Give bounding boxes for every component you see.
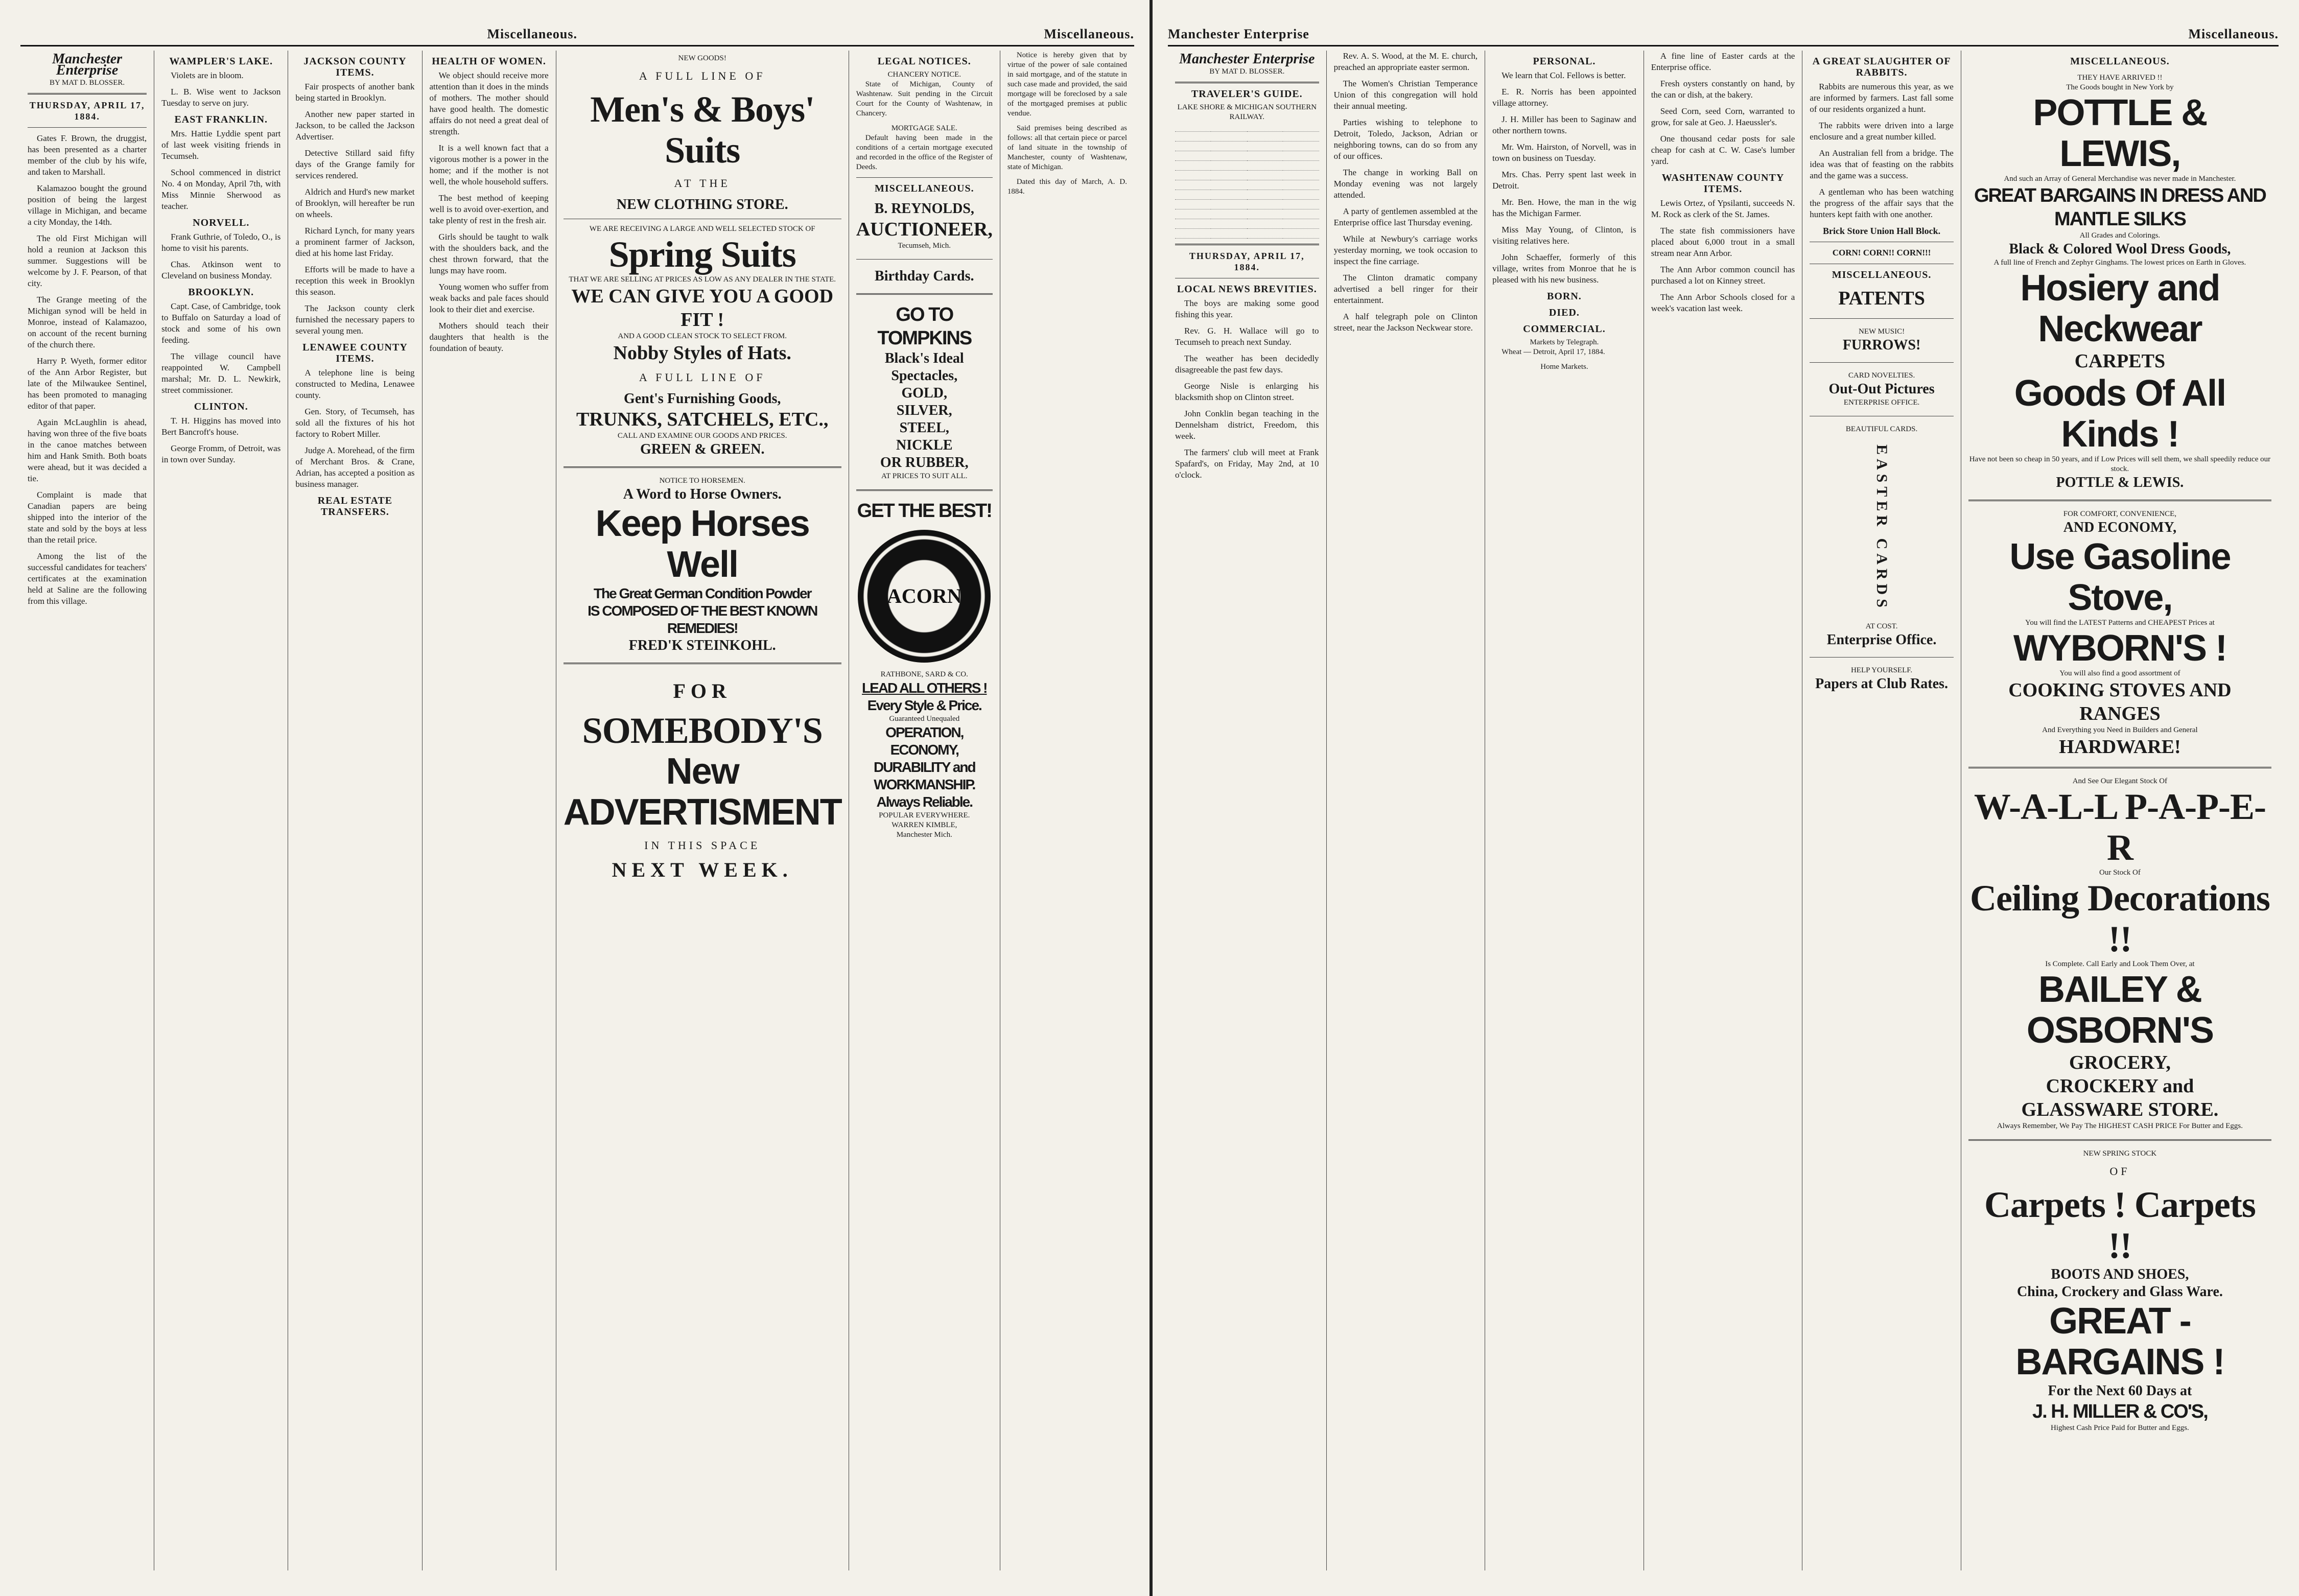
ad-line: GLASSWARE STORE.: [2021, 1099, 2219, 1120]
right-columns: [1168, 51, 2279, 1570]
news-paragraph: A telephone line is being constructed to Medina, Lenawee county.: [295, 368, 415, 400]
section-heading: A GREAT SLAUGHTER OF RABBITS.: [1812, 56, 1951, 78]
ad-line: You will find the LATEST Patterns and CHEAPEST Prices at: [2025, 619, 2215, 627]
section-heading: LOCAL NEWS BREVITIES.: [1177, 284, 1317, 295]
ad-headline: Use Gasoline Stove,: [2009, 536, 2231, 618]
ad-line: AT THE: [674, 177, 731, 190]
news-paragraph: Another new paper started in Jackson, to be called the Jackson Advertiser.: [295, 109, 415, 142]
auctioneer-ad: [856, 197, 993, 254]
news-paragraph: The Grange meeting of the Michigan synod will be held in Monroe, instead of Kalamazoo, on account of the recent burning of the church there.: [28, 295, 147, 349]
section-heading: COMMERCIAL.: [1523, 323, 1606, 335]
ad-line: AT COST.: [1865, 622, 1898, 630]
section-heading: REAL ESTATE TRANSFERS.: [317, 495, 393, 518]
ad-line: CORN! CORN!! CORN!!!: [1832, 248, 1931, 257]
ad-kicker: NEW SPRING STOCK: [2083, 1149, 2157, 1158]
ad-line: And such an Array of General Merchandise was never made in Manchester.: [2004, 175, 2236, 183]
ad-line: NICKLE: [896, 437, 953, 453]
ad-headline: EASTER CARDS: [1873, 444, 1891, 612]
left-column-4: [423, 51, 556, 1570]
ad-headline: FURROWS!: [1842, 337, 1921, 353]
ad-headline: GO TO TOMPKINS: [877, 304, 972, 349]
ad-line: Manchester Mich.: [896, 831, 952, 839]
news-paragraph: Seed Corn, seed Corn, warranted to grow, for sale at Geo. J. Haeussler's.: [1651, 106, 1795, 127]
news-paragraph: Chas. Atkinson went to Cleveland on business Monday.: [161, 260, 281, 280]
timetable: [1175, 122, 1319, 239]
news-paragraph: We object should receive more attention than it does in the minds of mothers. The mother should have good health. The domestic affairs do not need a great deal of strength.: [429, 71, 549, 136]
ad-headline: Keep Horses Well: [595, 503, 809, 585]
legal-text: State of Michigan, County of Washtenaw. Suit pending in the Circuit Court for the County of Washtenaw, in Chancery.: [856, 80, 993, 118]
ad-headline: PATENTS: [1838, 288, 1925, 309]
left-column-1: [20, 51, 154, 1570]
stove-ad: [856, 496, 993, 843]
news-paragraph: While at Newbury's carriage works yesterday morning, we took occasion to inspect the fine carriage.: [1333, 234, 1478, 266]
section-heading: JACKSON COUNTY ITEMS.: [303, 56, 407, 78]
news-paragraph: L. B. Wise went to Jackson Tuesday to serve on jury.: [161, 87, 281, 108]
ad-headline: Men's & Boys' Suits: [590, 89, 815, 171]
ad-line: WORKMANSHIP.: [874, 777, 975, 792]
right-column-6: [1961, 51, 2279, 1570]
news-paragraph: A fine line of Easter cards at the Enterprise office.: [1651, 51, 1795, 72]
news-paragraph: Kalamazoo bought the ground position of being the largest village in Michigan, and became a city Monday, the 14th.: [28, 183, 147, 227]
ad-line: For the Next 60 Days at: [2048, 1383, 2192, 1399]
section-heading: TRAVELER'S GUIDE.: [1191, 88, 1303, 100]
section-heading: LENAWEE COUNTY ITEMS.: [302, 342, 408, 364]
seal-ring-text: RATHBONE, SARD & CO.: [880, 670, 968, 678]
ad-firm: J. H. MILLER & CO'S,: [2032, 1401, 2208, 1422]
ad-headline: AUCTIONEER,: [856, 219, 993, 240]
left-column-2: [154, 51, 288, 1570]
news-paragraph: The Women's Christian Temperance Union of this congregation will hold their annual meeting.: [1333, 79, 1478, 111]
news-paragraph: Complaint is made that Canadian papers are being shipped into the interior of the state and sold by the boys at less than the retail price.: [28, 490, 147, 545]
right-column-4: [1644, 51, 1803, 1570]
notice-title: CHANCERY NOTICE.: [887, 71, 961, 79]
ad-headline: COOKING STOVES AND RANGES: [2008, 679, 2232, 724]
ad-line: ENTERPRISE OFFICE.: [1843, 398, 1920, 407]
ad-firm: Enterprise Office.: [1826, 631, 1937, 648]
ad-line: GROCERY,: [2069, 1052, 2171, 1073]
paper-title: Manchester Enterprise: [1179, 51, 1315, 67]
section-heading: PERSONAL.: [1533, 56, 1596, 67]
left-column-6: [849, 51, 1000, 1570]
publisher: BY MAT D. BLOSSER.: [50, 79, 125, 87]
dateline: THURSDAY, APRIL 17, 1884.: [29, 100, 145, 122]
ad-firm: FRED'K STEINKOHL.: [628, 638, 776, 653]
ad-headline: Carpets ! Carpets !!: [1984, 1184, 2256, 1266]
news-paragraph: The weather has been decidedly disagreeable the past few days.: [1175, 354, 1319, 374]
ad-store-name: NEW CLOTHING STORE.: [616, 197, 788, 213]
news-paragraph: Lewis Ortez, of Ypsilanti, succeeds N. M. Rock as clerk of the St. James.: [1651, 198, 1795, 219]
news-paragraph: Again McLaughlin is ahead, having won three of the five boats in the canoe matches between him and Hank Smith. Both boats were ahead, but it was decided a tie.: [28, 417, 147, 483]
ad-headline: Goods Of All Kinds !: [2014, 373, 2226, 455]
ad-line: FOR: [673, 679, 732, 702]
clothing-store-ad: [564, 51, 841, 461]
ad-headline: WYBORN'S !: [2013, 628, 2226, 669]
ad-kicker: THEY HAVE ARRIVED !!: [2077, 74, 2163, 82]
ad-line: Have not been so cheap in 50 years, and if Low Prices will sell them, we shall speedily reduce our stock.: [1969, 455, 2271, 473]
ad-line: LEAD ALL OTHERS !: [862, 680, 987, 696]
news-paragraph: Judge A. Morehead, of the firm of Merchant Bros. & Crane, Adrian, has accepted a position as business manager.: [295, 445, 415, 489]
ad-line: OPERATION,: [885, 724, 964, 740]
news-paragraph: The boys are making some good fishing this year.: [1175, 298, 1319, 319]
news-paragraph: Detective Stillard said fifty days of the Grange family for services rendered.: [295, 148, 415, 180]
ad-line: OF: [2109, 1165, 2130, 1178]
section-heading: CLINTON.: [194, 401, 248, 412]
ad-line: Always Remember, We Pay The HIGHEST CASH PRICE For Butter and Eggs.: [1997, 1122, 2243, 1130]
legal-text: Dated this day of March, A. D. 1884.: [1007, 178, 1127, 196]
section-heading: MISCELLANEOUS.: [2070, 56, 2170, 67]
ad-headline: CARPETS: [2074, 350, 2166, 372]
ad-line: WE ARE RECEIVING A LARGE AND WELL SELECTED STOCK OF: [589, 225, 815, 233]
news-paragraph: Gates F. Brown, the druggist, has been presented as a charter member of the club by his wife, and taken to Marshall.: [28, 133, 147, 177]
ad-headline: GREAT - BARGAINS !: [2015, 1301, 2224, 1382]
ad-line: STEEL,: [899, 420, 949, 436]
ad-line: A FULL LINE OF: [639, 69, 766, 82]
news-paragraph: The Jackson county clerk furnished the necessary papers to several young men.: [295, 303, 415, 336]
news-paragraph: Fair prospects of another bank being started in Brooklyn.: [295, 82, 415, 103]
news-paragraph: Frank Guthrie, of Toledo, O., is home to visit his parents.: [161, 232, 281, 253]
market-report: Wheat — Detroit, April 17, 1884.: [1502, 348, 1605, 356]
right-column-2: [1327, 51, 1486, 1570]
news-paragraph: It is a well known fact that a vigorous mother is a power in the home; and if the mother is not well, the whole household suffers.: [429, 143, 549, 186]
ad-line: NEXT WEEK.: [612, 858, 793, 881]
ad-line: THAT WE ARE SELLING AT PRICES AS LOW AS ANY DEALER IN THE STATE.: [569, 275, 836, 284]
news-paragraph: Aldrich and Hurd's new market of Brooklyn, will hereafter be run on wheels.: [295, 187, 415, 219]
news-paragraph: Harry P. Wyeth, former editor of the Ann Arbor Register, but late of the Milwaukee Sentinel, has been promoted to managing editor of that paper.: [28, 356, 147, 411]
ad-line: Our Stock Of: [2099, 869, 2141, 877]
ad-headline: POTTLE & LEWIS,: [2033, 92, 2207, 174]
news-paragraph: A gentleman who has been watching the progress of the affair says that the hunters kept faith with one another.: [1810, 187, 1954, 219]
left-masthead: [20, 20, 1134, 46]
news-paragraph: Miss May Young, of Clinton, is visiting relatives here.: [1492, 225, 1636, 246]
news-paragraph: The rabbits were driven into a large enclosure and a great number killed.: [1810, 121, 1954, 142]
ad-line: A full line of French and Zephyr Ginghams. The lowest prices on Earth in Gloves.: [1993, 259, 2246, 267]
ad-headline: Birthday Cards.: [875, 268, 974, 284]
ad-line: Always Reliable.: [876, 794, 972, 810]
news-paragraph: J. H. Miller has been to Saginaw and other northern towns.: [1492, 114, 1636, 135]
markets-title: Markets by Telegraph.: [1530, 338, 1599, 346]
news-paragraph: The farmers' club will meet at Frank Spafard's, on Friday, May 2nd, at 10 o'clock.: [1175, 448, 1319, 480]
ad-headline: GREAT BARGAINS IN DRESS AND MANTLE SILKS: [1974, 185, 2266, 230]
ad-headline: TRUNKS, SATCHELS, ETC.,: [576, 409, 829, 430]
ad-line: Tecumseh, Mich.: [898, 242, 951, 250]
right-section-head-left: Manchester Enterprise: [1168, 27, 1309, 41]
news-paragraph: Among the list of the successful candidates for teachers' certificates at the examination held at Saline are the following from this village.: [28, 551, 147, 606]
news-paragraph: Mrs. Chas. Perry spent last week in Detroit.: [1492, 170, 1636, 191]
ad-line: BOOTS AND SHOES,: [2051, 1266, 2189, 1282]
news-paragraph: Mothers should teach their daughters that health is the foundation of beauty.: [429, 321, 549, 353]
ad-headline: New ADVERTISMENT: [563, 751, 841, 833]
news-paragraph: The change in working Ball on Monday evening was not largely attended.: [1333, 168, 1478, 200]
ad-headline: Out-Out Pictures: [1828, 381, 1935, 397]
club-rates-ad: [1810, 663, 1954, 696]
news-paragraph: Girls should be taught to walk with the shoulders back, and the chest thrown forward, that the lungs may have room.: [429, 232, 549, 275]
section-heading: WAMPLER'S LAKE.: [169, 56, 273, 67]
left-page: [0, 0, 1149, 1596]
ad-headline: Spring Suits: [608, 234, 796, 275]
ad-headline: Nobby Styles of Hats.: [613, 342, 791, 364]
news-paragraph: Gen. Story, of Tecumseh, has sold all the fixtures of his hot factory to Robert Miller.: [295, 407, 415, 439]
ad-headline: W-A-L-L P-A-P-E-R: [1974, 786, 2266, 868]
ad-line: DURABILITY and: [873, 759, 975, 775]
coming-ad: [564, 669, 841, 892]
news-paragraph: Capt. Case, of Cambridge, took to Buffalo on Saturday a load of stock and some of his own feeding.: [161, 301, 281, 345]
birthday-ad: [856, 265, 993, 288]
ad-line: ECONOMY,: [890, 742, 958, 758]
right-section-head-right: Miscellaneous.: [2188, 27, 2279, 41]
bailey-osborn-ad: [1968, 773, 2271, 1134]
news-paragraph: We learn that Col. Fellows is better.: [1502, 71, 1626, 80]
news-paragraph: Efforts will be made to have a reception this week in Brooklyn this season.: [295, 265, 415, 297]
news-paragraph: George Fromm, of Detroit, was in town over Sunday.: [161, 443, 281, 464]
news-paragraph: Violets are in bloom.: [171, 71, 244, 80]
news-paragraph: One thousand cedar posts for sale cheap for cash at C. W. Case's lumber yard.: [1651, 134, 1795, 166]
section-heading: DIED.: [1549, 307, 1580, 318]
ad-name: B. REYNOLDS,: [874, 201, 974, 217]
left-columns: [20, 51, 1134, 1570]
left-section-head-right: Miscellaneous.: [1044, 27, 1134, 41]
legal-text: Said premises being described as follows: all that certain piece or parcel of land situate in the township of Manchester, county of Washtenaw, state of Michigan.: [1007, 124, 1127, 171]
news-paragraph: John Conklin began teaching in the Dennelsham district, Freedom, this week.: [1175, 409, 1319, 441]
news-paragraph: The Clinton dramatic company advertised a bell ringer for their entertainment.: [1333, 273, 1478, 305]
ad-headline: BAILEY & OSBORN'S: [2026, 969, 2213, 1051]
right-column-5: [1802, 51, 1961, 1570]
section-heading: LEGAL NOTICES.: [877, 56, 971, 67]
news-paragraph: Parties wishing to telephone to Detroit, Toledo, Jackson, Adrian or neighboring towns, can do so from any of our offices.: [1333, 118, 1478, 161]
ad-line: The Goods bought in New York by: [2066, 83, 2174, 91]
ad-line: And Everything you Need in Builders and General: [2042, 726, 2198, 734]
news-paragraph: Young women who suffer from weak backs and pale faces should look to their diet and exercise.: [429, 282, 549, 314]
news-paragraph: The best method of keeping well is to avoid over-exertion, and take plenty of rest in the fresh air.: [429, 193, 549, 225]
left-column-5: [556, 51, 849, 1570]
ad-firm: WARREN KIMBLE,: [892, 821, 957, 829]
spectacles-ad: [856, 300, 993, 484]
ad-line: Every Style & Price.: [867, 697, 981, 713]
ad-kicker: FOR COMFORT, CONVENIENCE,: [2063, 510, 2177, 518]
ad-firm: GREEN & GREEN.: [640, 441, 765, 457]
legal-text: Notice is hereby given that by virtue of the power of sale contained in said mortgage, and of the statute in such case made and provided, the said mortgage will be foreclosed by a sale of the mortgaged premises at public vendue.: [1007, 51, 1127, 118]
ad-firm: POTTLE & LEWIS.: [2056, 475, 2184, 490]
news-paragraph: Rev. A. S. Wood, at the M. E. church, preached an appropriate easter sermon.: [1333, 51, 1478, 72]
ad-headline: SOMEBODY'S: [582, 710, 823, 751]
news-paragraph: Rev. G. H. Wallace will go to Tecumseh to preach next Sunday.: [1175, 326, 1319, 347]
ad-line: And See Our Elegant Stock Of: [2072, 777, 2168, 785]
ad-line: Brick Store Union Hall Block.: [1822, 226, 1941, 236]
ad-line: A FULL LINE OF: [639, 371, 766, 384]
right-column-1: [1168, 51, 1327, 1570]
news-paragraph: Richard Lynch, for many years a prominent farmer of Jackson, died at his home last Friday.: [295, 226, 415, 258]
card-ad: [1810, 368, 1954, 411]
easter-ad: [1810, 421, 1954, 652]
seal-word: ACORN: [886, 584, 962, 607]
news-paragraph: A party of gentlemen assembled at the Enterprise office last Thursday evening.: [1333, 206, 1478, 227]
ad-line: GOLD,: [901, 385, 947, 401]
ad-line: A Word to Horse Owners.: [623, 486, 782, 502]
section-heading: WASHTENAW COUNTY ITEMS.: [1661, 172, 1785, 195]
section-heading: MISCELLANEOUS.: [874, 183, 974, 194]
news-paragraph: Rabbits are numerous this year, as we are informed by farmers. Last fall some of our residents organized a hunt.: [1810, 82, 1954, 114]
ad-kicker: NOTICE TO HORSEMEN.: [659, 477, 745, 485]
section-heading: HEALTH OF WOMEN.: [432, 56, 546, 67]
ad-line: AND ECONOMY,: [2063, 520, 2177, 535]
publisher: BY MAT D. BLOSSER.: [1209, 67, 1285, 76]
section-heading: EAST FRANKLIN.: [174, 114, 268, 125]
ad-line: Black's Ideal Spectacles,: [884, 350, 964, 384]
news-paragraph: Fresh oysters constantly on hand, by the can or dish, at the bakery.: [1651, 79, 1795, 100]
left-section-head-left: Miscellaneous.: [487, 27, 577, 41]
acorn-stove-seal: [858, 530, 991, 663]
news-paragraph: Mrs. Hattie Lyddie spent part of last week visiting friends in Tecumseh.: [161, 129, 281, 161]
ad-line: CROCKERY and: [2046, 1075, 2194, 1097]
ad-line: CALL AND EXAMINE OUR GOODS AND PRICES.: [617, 432, 787, 440]
notice-title: MORTGAGE SALE.: [891, 124, 957, 132]
ad-headline: WE CAN GIVE YOU A GOOD FIT !: [571, 286, 834, 331]
ad-kicker: NEW GOODS!: [678, 54, 726, 62]
news-paragraph: T. H. Higgins has moved into Bert Bancroft's house.: [161, 416, 281, 437]
patents-ad: [1810, 284, 1954, 313]
ad-kicker: CARD NOVELTIES.: [1848, 371, 1915, 380]
section-heading: MISCELLANEOUS.: [1832, 269, 1932, 280]
news-paragraph: E. R. Norris has been appointed village attorney.: [1492, 87, 1636, 108]
ad-line: OR RUBBER,: [880, 455, 969, 471]
ad-line: Guaranteed Unequaled: [889, 715, 960, 723]
news-paragraph: George Nisle is enlarging his blacksmith shop on Clinton street.: [1175, 381, 1319, 402]
ad-line: IS COMPOSED OF THE BEST KNOWN REMEDIES!: [588, 603, 817, 636]
section-heading: BROOKLYN.: [188, 287, 254, 298]
news-paragraph: The village council have reappointed W. Campbell marshal; Mr. D. L. Newkirk, street commissioner.: [161, 351, 281, 395]
ad-headline: HARDWARE!: [2059, 736, 2181, 758]
ad-headline: Hosiery and Neckwear: [2020, 268, 2220, 349]
news-paragraph: Mr. Ben. Howe, the man in the wig has the Michigan Farmer.: [1492, 197, 1636, 218]
ad-line: POPULAR EVERYWHERE.: [879, 811, 970, 819]
ad-line: Gent's Furnishing Goods,: [624, 391, 781, 407]
horse-powder-ad: [564, 473, 841, 658]
news-paragraph: An Australian fell from a bridge. The idea was that of feasting on the rabbits and the game was a success.: [1810, 148, 1954, 180]
ad-line: Is Complete. Call Early and Look Them Over, at: [2045, 960, 2195, 968]
ad-headline: Ceiling Decorations !!: [1969, 878, 2270, 959]
section-heading: NORVELL.: [193, 217, 250, 228]
ad-line: AND A GOOD CLEAN STOCK TO SELECT FROM.: [618, 332, 787, 340]
ad-line: Black & Colored Wool Dress Goods,: [2009, 241, 2231, 257]
ad-kicker: HELP YOURSELF.: [1850, 666, 1913, 674]
ad-line: AT PRICES TO SUIT ALL.: [881, 472, 968, 480]
pottle-lewis-ad: [1968, 70, 2271, 495]
ad-kicker: NEW MUSIC!: [1858, 327, 1905, 336]
left-column-7: [1000, 51, 1134, 1570]
music-ad: [1810, 324, 1954, 357]
dateline: THURSDAY, APRIL 17, 1884.: [1189, 251, 1305, 272]
section-heading: BORN.: [1547, 291, 1582, 302]
news-paragraph: The state fish commissioners have placed about 6,000 trout in a small stream near Ann Arbor.: [1651, 226, 1795, 258]
news-paragraph: The Ann Arbor common council has purchased a lot on Kinney street.: [1651, 265, 1795, 286]
right-masthead: [1168, 20, 2279, 46]
wyborn-ad: [1968, 506, 2271, 762]
right-column-3: [1485, 51, 1644, 1570]
railway-title: LAKE SHORE & MICHIGAN SOUTHERN RAILWAY.: [1177, 103, 1317, 121]
right-page: [1149, 0, 2299, 1596]
ad-line: SILVER,: [896, 403, 952, 418]
news-paragraph: School commenced in district No. 4 on Monday, April 7th, with Miss Minnie Sherwood as teacher.: [161, 168, 281, 211]
ad-line: The Great German Condition Powder: [593, 585, 811, 601]
ad-line: China, Crockery and Glass Ware.: [2016, 1284, 2223, 1300]
news-paragraph: Mr. Wm. Hairston, of Norvell, was in town on business on Tuesday.: [1492, 142, 1636, 163]
ad-line: IN THIS SPACE: [644, 839, 761, 852]
markets-title: Home Markets.: [1540, 363, 1588, 371]
miller-ad: [1968, 1146, 2271, 1436]
legal-text: Default having been made in the conditions of a certain mortgage executed and recorded in the office of the Register of Deeds.: [856, 134, 993, 171]
ad-line: All Grades and Colorings.: [2079, 231, 2161, 240]
ad-line: Highest Cash Price Paid for Butter and Eggs.: [2051, 1424, 2189, 1432]
news-paragraph: The old First Michigan will hold a reunion at Jackson this summer. Suggestions will be welcome by J. F. Pearson, of that city.: [28, 233, 147, 288]
news-paragraph: John Schaeffer, formerly of this village, writes from Monroe that he is pleased with his new business.: [1492, 252, 1636, 285]
paper-title: Manchester Enterprise: [52, 51, 123, 78]
left-column-3: [288, 51, 422, 1570]
ad-line: You will also find a good assortment of: [2059, 669, 2180, 677]
ad-kicker: BEAUTIFUL CARDS.: [1845, 425, 1918, 433]
ad-headline: GET THE BEST!: [857, 500, 992, 522]
news-paragraph: The Ann Arbor Schools closed for a week's vacation last week.: [1651, 292, 1795, 313]
ad-headline: Papers at Club Rates.: [1815, 675, 1948, 692]
news-paragraph: A half telegraph pole on Clinton street, near the Jackson Neckwear store.: [1333, 312, 1478, 333]
